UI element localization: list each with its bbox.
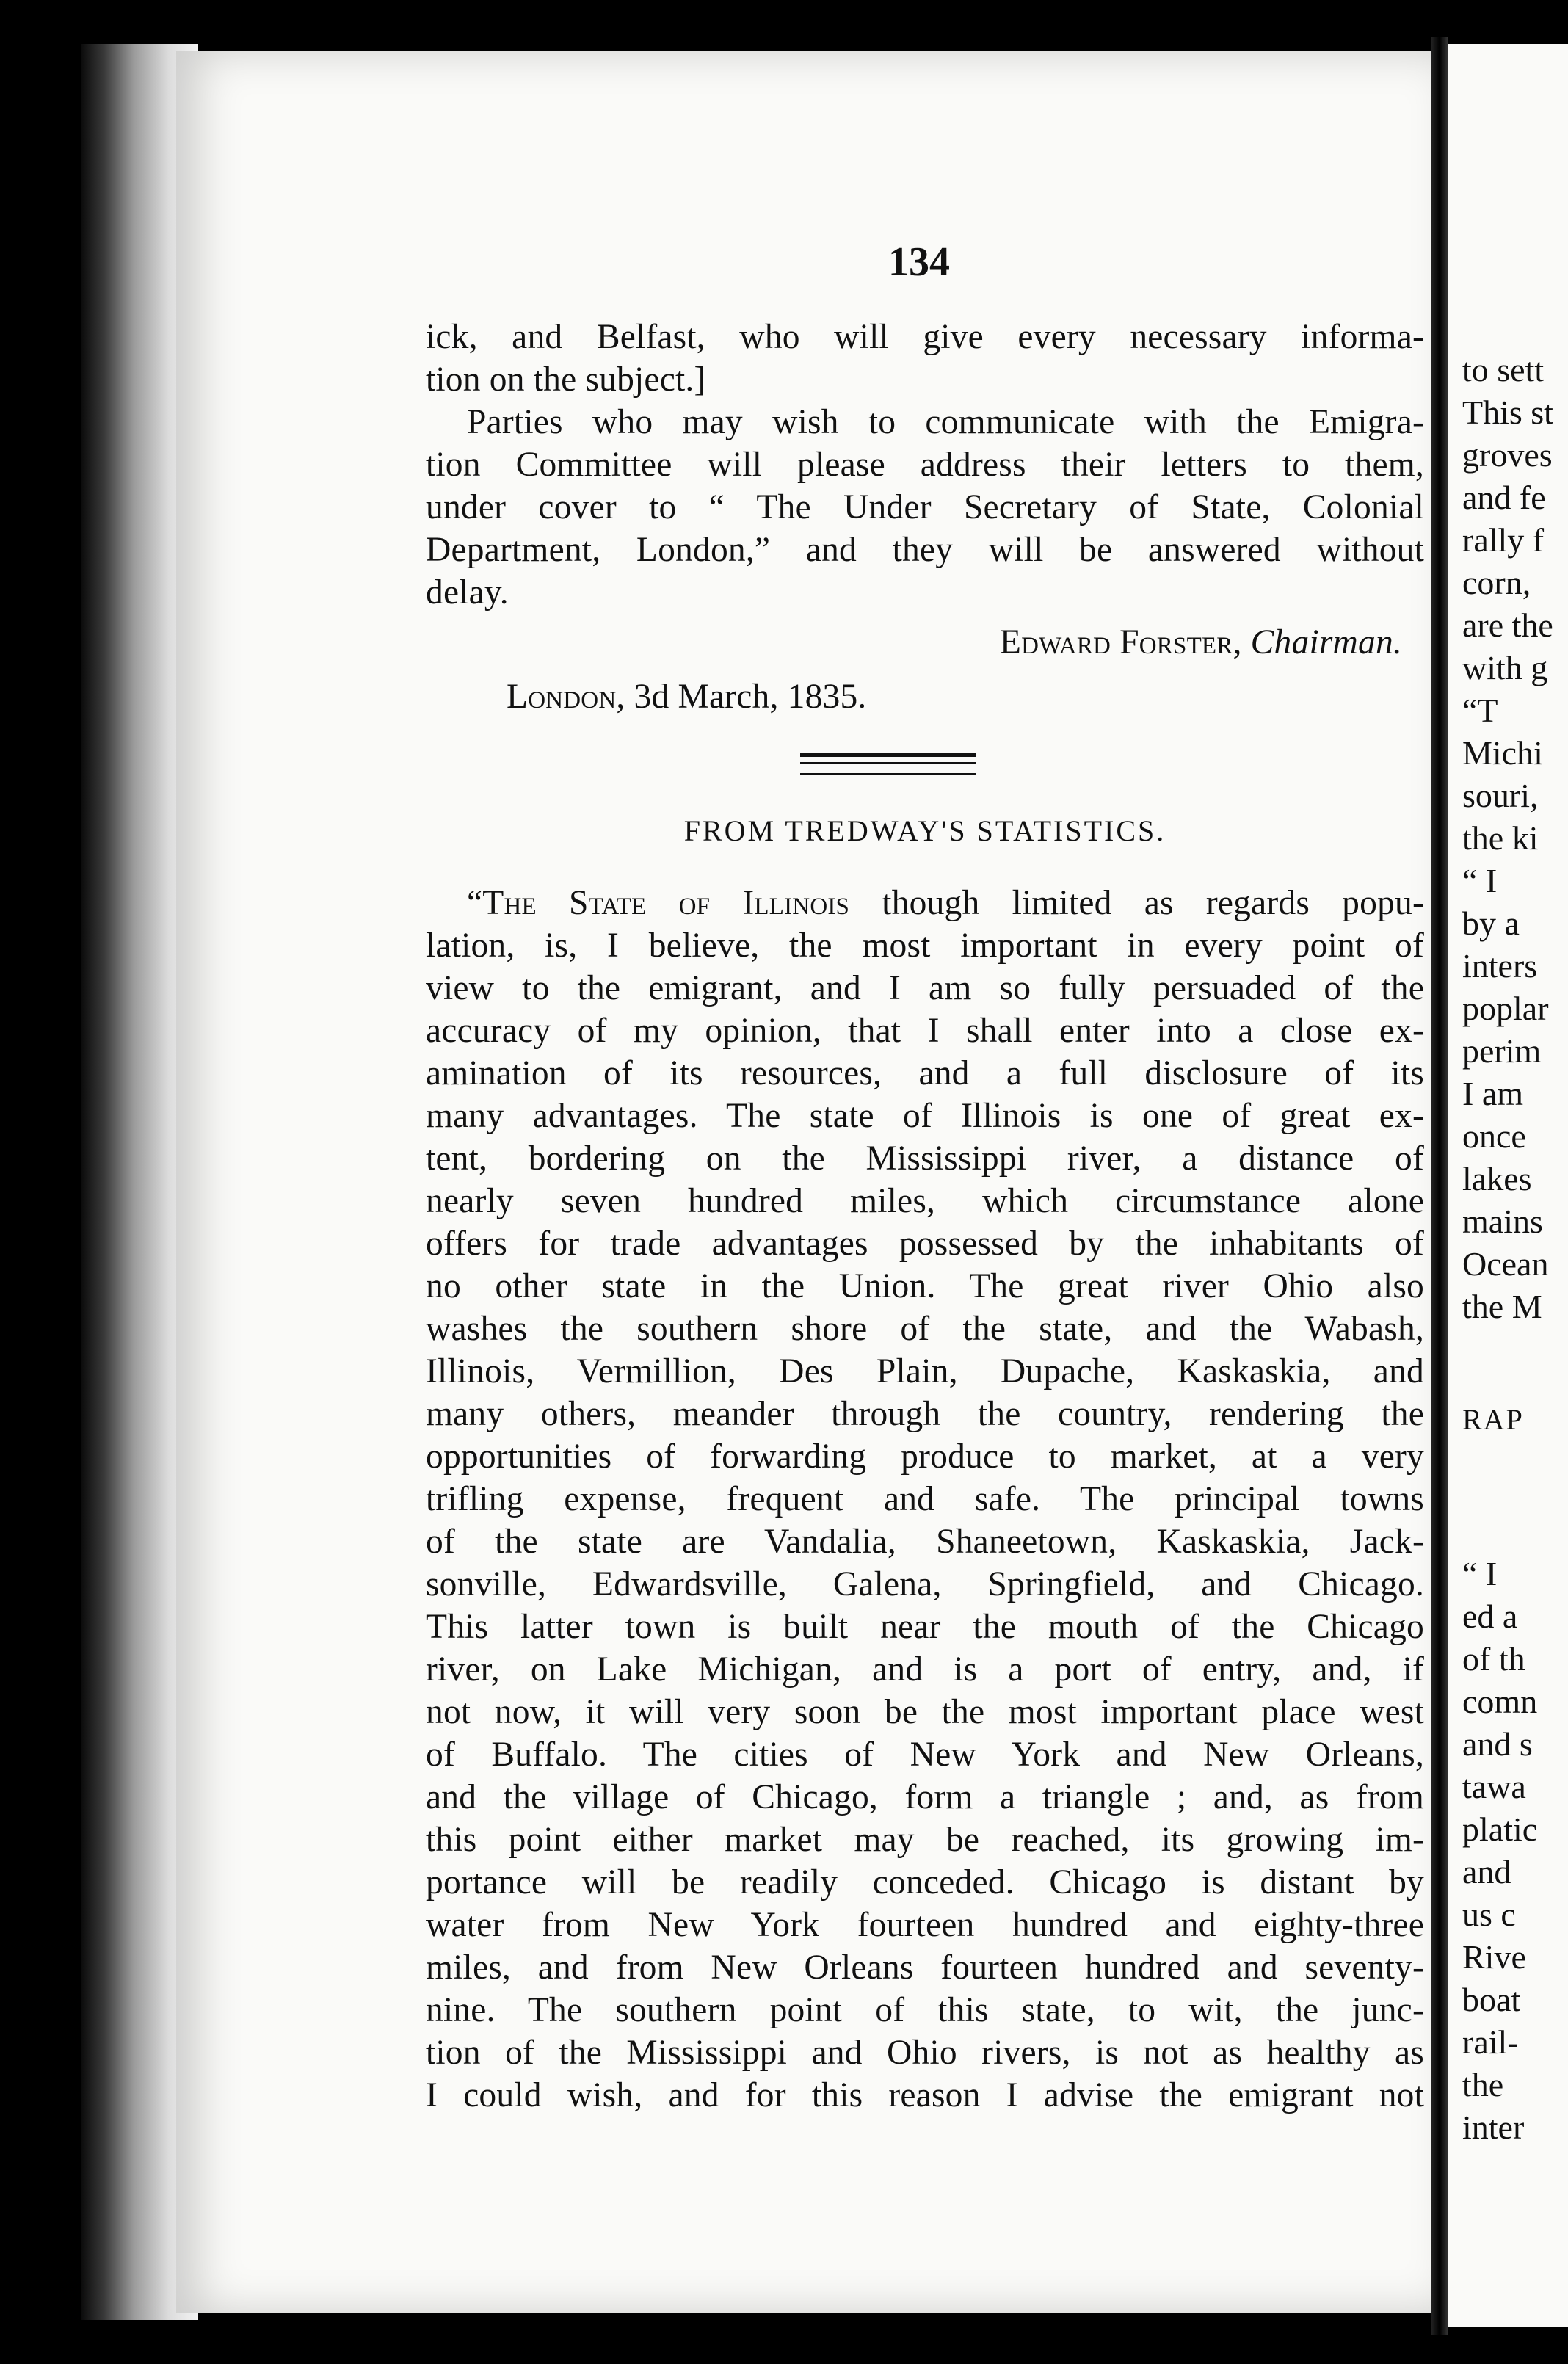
text-line: lation, is, I believe, the most important in every point of bbox=[426, 927, 1424, 965]
section-rule bbox=[800, 753, 976, 775]
text-line: under cover to “ The Under Secretary of State, Colonial bbox=[426, 488, 1424, 526]
text-line: trifling expense, frequent and safe. The principal towns bbox=[426, 1480, 1424, 1518]
right-page-line: poplar bbox=[1462, 990, 1549, 1027]
text-line: accuracy of my opinion, that I shall enter into a close ex- bbox=[426, 1012, 1424, 1050]
text-line: of Buffalo. The cities of New York and New Orleans, bbox=[426, 1736, 1424, 1774]
text-line: no other state in the Union. The great river Ohio also bbox=[426, 1267, 1424, 1305]
text-line: of the state are Vandalia, Shaneetown, Kaskaskia, Jack- bbox=[426, 1523, 1424, 1561]
right-page-line: groves bbox=[1462, 436, 1553, 474]
text-line: offers for trade advantages possessed by the inhabitants of bbox=[426, 1225, 1424, 1263]
signature-name: Edward Forster, bbox=[999, 623, 1242, 661]
text-line: portance will be readily conceded. Chicago is distant by bbox=[426, 1863, 1424, 1901]
right-page-line: “T bbox=[1462, 692, 1498, 729]
right-page-line: Rive bbox=[1462, 1938, 1526, 1976]
text-line: tion on the subject.] bbox=[426, 360, 706, 399]
right-page-line: lakes bbox=[1462, 1160, 1532, 1197]
right-page-line: platic bbox=[1462, 1810, 1538, 1848]
text-line: Department, London,” and they will be answered without bbox=[426, 531, 1424, 569]
text-line: ick, and Belfast, who will give every necessary informa- bbox=[426, 318, 1424, 356]
text-line: water from New York fourteen hundred and eighty-three bbox=[426, 1906, 1424, 1944]
right-page-line: inter bbox=[1462, 2109, 1525, 2146]
right-page-line: the ki bbox=[1462, 819, 1539, 857]
signature-block bbox=[426, 614, 1424, 675]
right-page-line: the M bbox=[1462, 1288, 1542, 1325]
text-line: nearly seven hundred miles, which circumstance alone bbox=[426, 1182, 1424, 1220]
right-page-line: inters bbox=[1462, 947, 1538, 985]
right-page-line: Michi bbox=[1462, 734, 1543, 772]
page-number: 134 bbox=[888, 239, 950, 285]
right-page-line: and fe bbox=[1462, 479, 1546, 516]
first-line-rest: though limited as regards popu- bbox=[882, 884, 1425, 922]
section-heading: FROM TREDWAY'S STATISTICS. bbox=[683, 814, 1166, 847]
right-page-line: I am bbox=[1462, 1075, 1524, 1112]
text-line: and the village of Chicago, form a triangle ; and, as from bbox=[426, 1778, 1424, 1816]
body-lines bbox=[426, 924, 1424, 2117]
left-page-text bbox=[426, 316, 1424, 2117]
right-page-heading: RAP bbox=[1462, 1403, 1524, 1436]
right-page-line: perim bbox=[1462, 1032, 1542, 1070]
right-page-line: tawa bbox=[1462, 1768, 1526, 1805]
right-page-line: boat bbox=[1462, 1981, 1521, 2018]
right-page-line: the bbox=[1462, 2066, 1504, 2103]
text-line: sonville, Edwardsville, Galena, Springfield, and Chicago. bbox=[426, 1565, 1424, 1603]
text-line: tent, bordering on the Mississippi river, a distance of bbox=[426, 1139, 1424, 1178]
signature-title: Chairman. bbox=[1250, 623, 1402, 661]
right-page-line: to sett bbox=[1462, 351, 1545, 388]
text-line: not now, it will very soon be the most important place west bbox=[426, 1693, 1424, 1731]
right-page-line: rail- bbox=[1462, 2023, 1519, 2061]
dateline-date: 3d March, 1835. bbox=[634, 678, 867, 716]
right-page-line: of th bbox=[1462, 1640, 1525, 1678]
right-page-line: us c bbox=[1462, 1896, 1516, 1933]
text-line bbox=[426, 882, 1424, 924]
text-line: miles, and from New Orleans fourteen hundred and seventy- bbox=[426, 1948, 1424, 1987]
dateline-place: London, bbox=[507, 678, 625, 716]
right-page-line: mains bbox=[1462, 1203, 1543, 1240]
text-line: Illinois, Vermillion, Des Plain, Dupache, Kaskaskia, and bbox=[426, 1352, 1424, 1391]
text-line: amination of its resources, and a full disclosure of its bbox=[426, 1054, 1424, 1092]
book-gutter bbox=[1431, 37, 1448, 2335]
right-page-line: are the bbox=[1462, 606, 1553, 644]
text-line: river, on Lake Michigan, and is a port of entry, and, if bbox=[426, 1650, 1424, 1689]
text-line: tion of the Mississippi and Ohio rivers, is not as healthy as bbox=[426, 2034, 1424, 2072]
text-line: nine. The southern point of this state, to wit, the junc- bbox=[426, 1991, 1424, 2029]
right-page-line: by a bbox=[1462, 904, 1520, 942]
text-line: I could wish, and for this reason I advise the emigrant not bbox=[426, 2076, 1424, 2114]
right-page-line: corn, bbox=[1462, 564, 1531, 601]
text-line: many others, meander through the country, rendering the bbox=[426, 1395, 1424, 1433]
text-line: washes the southern shore of the state, and the Wabash, bbox=[426, 1310, 1424, 1348]
text-line: opportunities of forwarding produce to market, at a very bbox=[426, 1437, 1424, 1476]
text-line: This latter town is built near the mouth of the Chicago bbox=[426, 1608, 1424, 1646]
right-page-line: souri, bbox=[1462, 777, 1539, 814]
right-page-line: rally f bbox=[1462, 521, 1545, 559]
text-line: delay. bbox=[426, 573, 509, 612]
dateline bbox=[426, 675, 1424, 718]
right-page-line: “ I bbox=[1462, 1555, 1498, 1592]
text-line: many advantages. The state of Illinois is one of great ex- bbox=[426, 1097, 1424, 1135]
right-page-line: and bbox=[1462, 1853, 1511, 1890]
right-page bbox=[1448, 44, 1568, 2327]
state-name-lead: “The State of Illinois bbox=[467, 884, 850, 922]
right-page-line: with g bbox=[1462, 649, 1548, 686]
right-page-line: ed a bbox=[1462, 1598, 1518, 1635]
text-line: view to the emigrant, and I am so fully persuaded of the bbox=[426, 969, 1424, 1007]
right-page-line: and s bbox=[1462, 1725, 1533, 1763]
right-page-line: “ I bbox=[1462, 862, 1498, 899]
text-line: tion Committee will please address their letters to them, bbox=[426, 446, 1424, 484]
right-page-line: This st bbox=[1462, 394, 1553, 431]
right-page-line: comn bbox=[1462, 1683, 1538, 1720]
text-line: this point either market may be reached, its growing im- bbox=[426, 1821, 1424, 1859]
text-line: Parties who may wish to communicate with the Emigra- bbox=[467, 403, 1424, 441]
right-page-line: once bbox=[1462, 1117, 1526, 1155]
right-page-line: Ocean bbox=[1462, 1245, 1549, 1283]
